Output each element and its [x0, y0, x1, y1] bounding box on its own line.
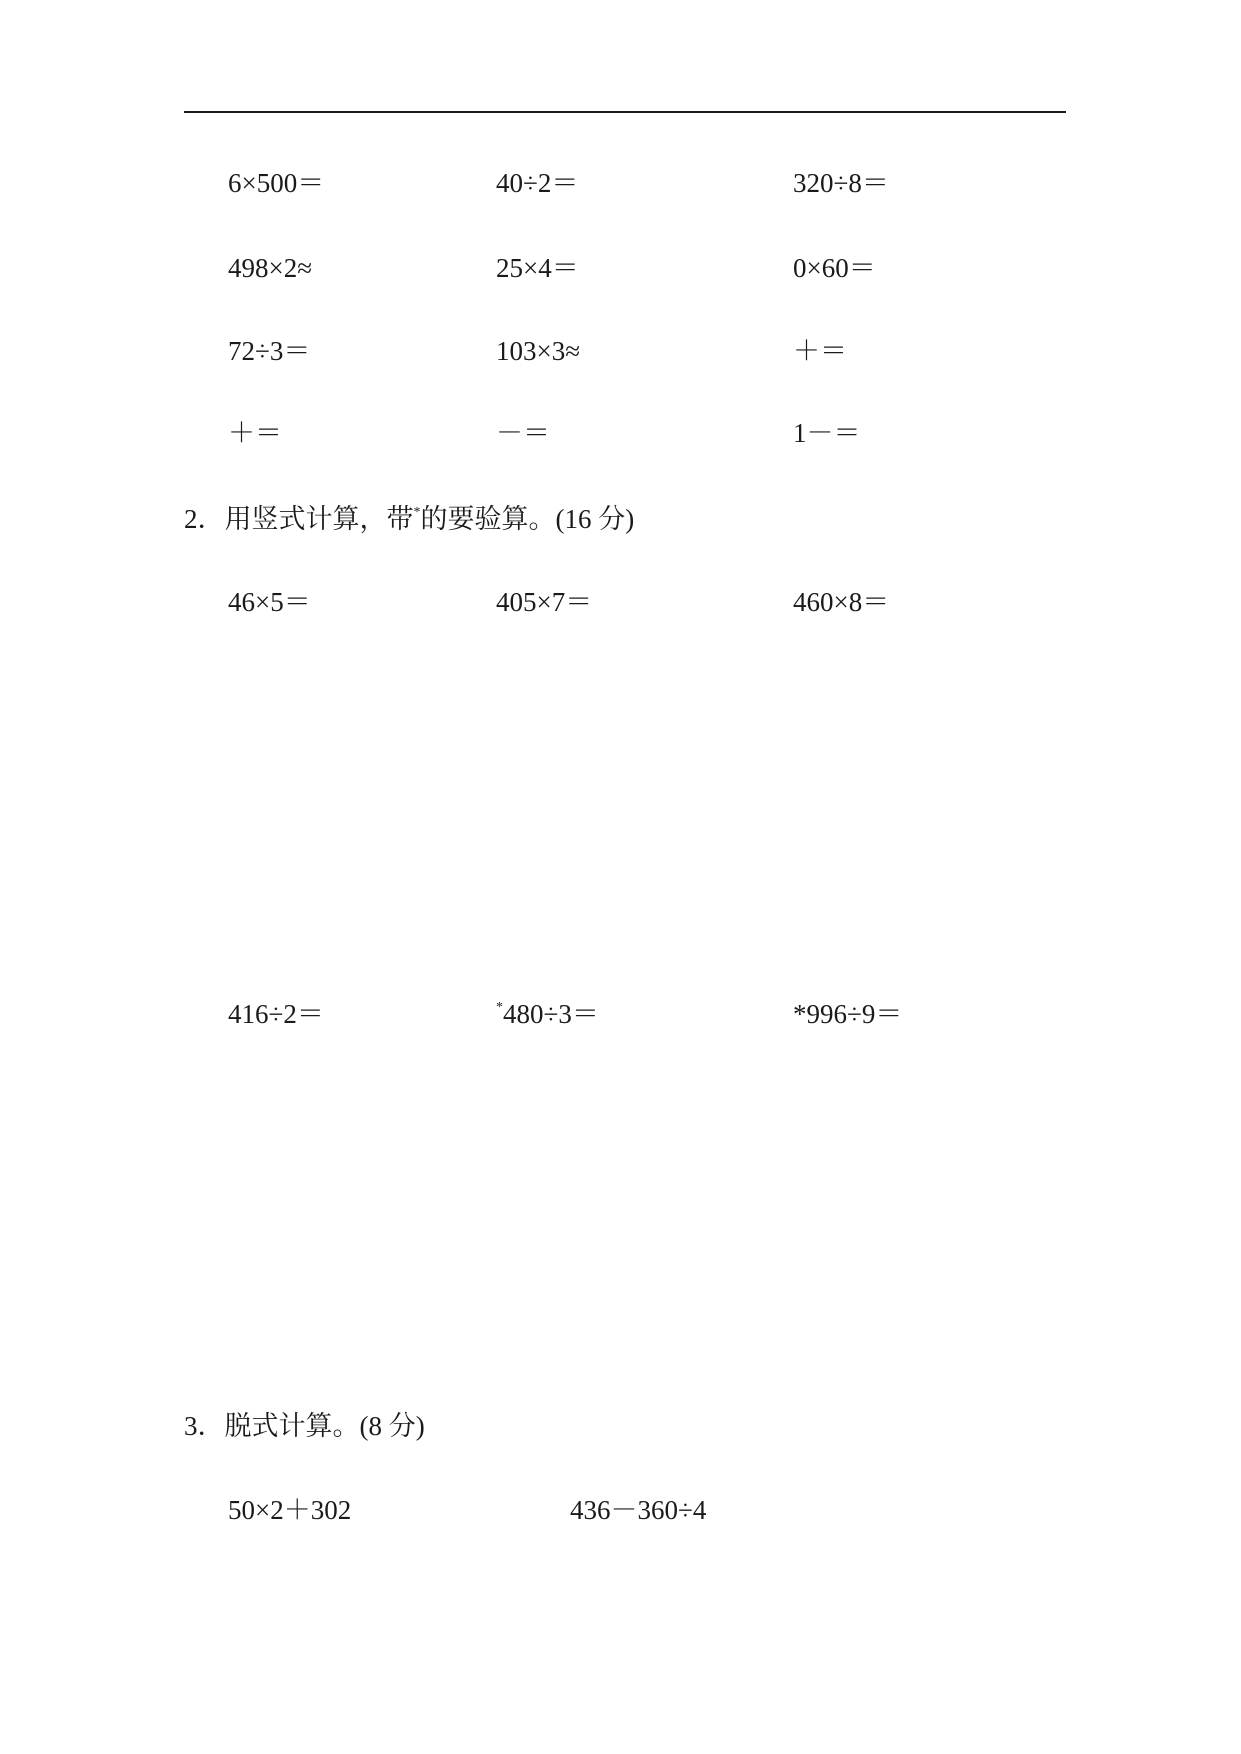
oral-calc-item: 72÷3＝: [228, 336, 311, 366]
oral-calc-item: 6×500＝: [228, 168, 325, 198]
section-2-heading: [184, 503, 634, 535]
vertical-calc-item: 46×5＝: [228, 587, 311, 617]
section-2-heading-pre: 2．用竖式计算，带: [184, 504, 414, 534]
oral-calc-item: ＋＝: [228, 418, 282, 448]
oral-calc-item: 498×2≈: [228, 253, 313, 283]
header-rule: [184, 111, 1066, 113]
oral-calc-item: 40÷2＝: [496, 168, 579, 198]
asterisk-mark: *: [496, 1000, 503, 1015]
vertical-calc-item-checked: *996÷9＝: [793, 999, 903, 1029]
vertical-calc-item-checked: [496, 998, 599, 1030]
vertical-calc-item: 460×8＝: [793, 587, 890, 617]
step-calc-item: 436－360÷4: [570, 1495, 707, 1525]
vertical-calc-item: 416÷2＝: [228, 999, 324, 1029]
section-3-heading: 3．脱式计算。(8 分): [184, 1411, 425, 1441]
oral-calc-item: 103×3≈: [496, 336, 581, 366]
oral-calc-item: 25×4＝: [496, 253, 579, 283]
vertical-calc-item: 405×7＝: [496, 587, 593, 617]
asterisk-mark: *: [413, 505, 421, 520]
oral-calc-item: 1－＝: [793, 418, 861, 448]
oral-calc-item: 0×60＝: [793, 253, 876, 283]
oral-calc-item: －＝: [496, 418, 550, 448]
step-calc-item: 50×2＋302: [228, 1495, 352, 1525]
oral-calc-item: ＋＝: [793, 336, 847, 366]
oral-calc-item: 320÷8＝: [793, 168, 889, 198]
section-2-heading-post: 的要验算。(16 分): [420, 504, 635, 534]
vertical-calc-expression: 480÷3＝: [503, 999, 599, 1029]
